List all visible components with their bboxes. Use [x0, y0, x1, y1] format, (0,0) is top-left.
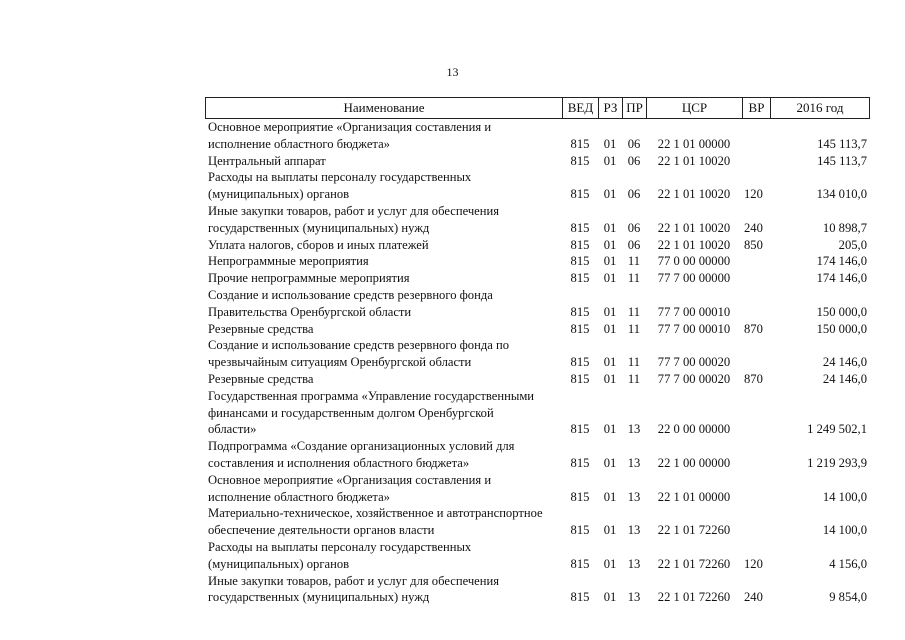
- row-pr: 06: [627, 220, 641, 235]
- row-ved: 815: [570, 254, 590, 269]
- row-csr: 22 1 01 00000: [657, 489, 731, 504]
- row-ved: 815: [570, 304, 590, 319]
- row-pr: 13: [627, 556, 641, 571]
- table-row: [205, 472, 870, 506]
- row-rz: 01: [603, 187, 617, 202]
- row-name: Резервные средства: [208, 371, 314, 386]
- table-row: [205, 270, 870, 287]
- row-amount: 9 854,0: [829, 590, 867, 605]
- row-name: Иные закупки товаров, работ и услуг для обеспечения государственных (муниципальных) нужд: [208, 573, 500, 605]
- row-amount: 174 146,0: [816, 254, 867, 269]
- row-csr: 77 7 00 00010: [657, 304, 731, 319]
- row-pr: 06: [627, 136, 641, 151]
- table-body: [205, 119, 870, 606]
- row-name: Непрограммные мероприятия: [208, 254, 369, 269]
- row-ved: 815: [570, 271, 590, 286]
- table-row: [205, 287, 870, 321]
- row-pr: 11: [627, 304, 641, 319]
- row-name: Расходы на выплаты персоналу государственных (муниципальных) органов: [208, 170, 472, 202]
- row-csr: 22 1 01 10020: [657, 237, 731, 252]
- row-rz: 01: [603, 321, 617, 336]
- row-pr: 06: [627, 153, 641, 168]
- row-vr: 120: [744, 187, 763, 202]
- row-csr: 77 7 00 00010: [657, 321, 731, 336]
- row-ved: 815: [570, 220, 590, 235]
- row-csr: 22 1 01 10020: [657, 220, 731, 235]
- row-vr: 870: [744, 321, 763, 336]
- row-rz: 01: [603, 556, 617, 571]
- row-ved: 815: [570, 321, 590, 336]
- row-name: Уплата налогов, сборов и иных платежей: [208, 237, 429, 252]
- row-amount: 4 156,0: [829, 556, 867, 571]
- table-row: [205, 388, 870, 438]
- row-rz: 01: [603, 136, 617, 151]
- row-name: Центральный аппарат: [208, 153, 326, 168]
- row-pr: 11: [627, 254, 641, 269]
- row-pr: 11: [627, 371, 641, 386]
- row-ved: 815: [570, 556, 590, 571]
- row-pr: 06: [627, 187, 641, 202]
- page-number: 13: [446, 65, 459, 79]
- header-rz: РЗ: [598, 98, 622, 118]
- table-row: [205, 321, 870, 338]
- table-row: [205, 505, 870, 539]
- row-csr: 77 7 00 00020: [657, 371, 731, 386]
- row-rz: 01: [603, 271, 617, 286]
- row-name: Иные закупки товаров, работ и услуг для обеспечения государственных (муниципальных) нужд: [208, 203, 500, 235]
- row-vr: 870: [744, 371, 763, 386]
- table-row: [205, 237, 870, 254]
- row-pr: 06: [627, 237, 641, 252]
- row-ved: 815: [570, 136, 590, 151]
- row-pr: 13: [627, 455, 641, 470]
- row-ved: 815: [570, 187, 590, 202]
- row-ved: 815: [570, 590, 590, 605]
- row-csr: 22 1 01 72260: [657, 590, 731, 605]
- header-year: 2016 год: [770, 98, 870, 118]
- table-row: [205, 438, 870, 472]
- row-csr: 22 1 00 00000: [657, 455, 731, 470]
- table-row: [205, 119, 870, 153]
- row-amount: 1 249 502,1: [807, 422, 867, 437]
- row-rz: 01: [603, 422, 617, 437]
- row-name: Государственная программа «Управление государственными финансами и государственным долгом Оренбургской области»: [208, 388, 535, 437]
- row-rz: 01: [603, 237, 617, 252]
- row-amount: 145 113,7: [817, 136, 867, 151]
- row-rz: 01: [603, 254, 617, 269]
- row-name: Материально-техническое, хозяйственное и автотранспортное обеспечение деятельности органов власти: [208, 506, 543, 538]
- header-name: Наименование: [205, 98, 562, 118]
- row-amount: 10 898,7: [822, 220, 867, 235]
- row-rz: 01: [603, 153, 617, 168]
- row-amount: 14 100,0: [822, 523, 867, 538]
- table-header: [205, 97, 870, 119]
- row-name: Подпрограмма «Создание организационных условий для составления и исполнения областного бюджета»: [208, 439, 515, 470]
- row-amount: 174 146,0: [816, 271, 867, 286]
- row-pr: 11: [627, 355, 641, 370]
- row-amount: 150 000,0: [816, 321, 867, 336]
- row-name: Основное мероприятие «Организация составления и исполнение областного бюджета»: [208, 472, 492, 504]
- row-csr: 22 1 01 72260: [657, 523, 731, 538]
- row-name: Создание и использование средств резервного фонда Правительства Оренбургской области: [208, 287, 493, 319]
- row-rz: 01: [603, 489, 617, 504]
- header-vr: ВР: [742, 98, 770, 118]
- row-csr: 22 1 01 10020: [657, 153, 731, 168]
- row-rz: 01: [603, 590, 617, 605]
- table-row: [205, 253, 870, 270]
- table-row: [205, 539, 870, 573]
- row-name: Основное мероприятие «Организация составления и исполнение областного бюджета»: [208, 120, 492, 151]
- row-name: Расходы на выплаты персоналу государственных (муниципальных) органов: [208, 539, 472, 571]
- row-ved: 815: [570, 237, 590, 252]
- row-rz: 01: [603, 523, 617, 538]
- row-name: Резервные средства: [208, 321, 314, 336]
- table-row: [205, 371, 870, 388]
- row-vr: 850: [744, 237, 763, 252]
- row-rz: 01: [603, 220, 617, 235]
- row-rz: 01: [603, 304, 617, 319]
- header-ved: ВЕД: [562, 98, 598, 118]
- row-csr: 77 7 00 00000: [657, 271, 731, 286]
- row-name: Прочие непрограммные мероприятия: [208, 271, 410, 286]
- row-ved: 815: [570, 371, 590, 386]
- row-vr: 240: [744, 220, 763, 235]
- row-rz: 01: [603, 455, 617, 470]
- table-row: [205, 169, 870, 203]
- row-csr: 22 1 01 72260: [657, 556, 731, 571]
- header-pr: ПР: [622, 98, 646, 118]
- row-ved: 815: [570, 422, 590, 437]
- row-ved: 815: [570, 455, 590, 470]
- row-amount: 1 219 293,9: [807, 455, 867, 470]
- row-vr: 120: [744, 556, 763, 571]
- row-csr: 77 0 00 00000: [657, 254, 731, 269]
- row-csr: 22 1 01 10020: [657, 187, 731, 202]
- row-csr: 22 1 01 00000: [657, 136, 731, 151]
- row-amount: 14 100,0: [822, 489, 867, 504]
- row-ved: 815: [570, 355, 590, 370]
- row-ved: 815: [570, 489, 590, 504]
- row-pr: 13: [627, 489, 641, 504]
- row-rz: 01: [603, 355, 617, 370]
- row-pr: 11: [627, 321, 641, 336]
- row-pr: 13: [627, 590, 641, 605]
- row-amount: 150 000,0: [816, 304, 867, 319]
- row-ved: 815: [570, 153, 590, 168]
- row-amount: 145 113,7: [817, 153, 867, 168]
- row-amount: 24 146,0: [822, 371, 867, 386]
- row-amount: 24 146,0: [822, 355, 867, 370]
- table-row: [205, 153, 870, 170]
- row-csr: 77 7 00 00020: [657, 355, 731, 370]
- row-rz: 01: [603, 371, 617, 386]
- table-row: [205, 337, 870, 371]
- header-csr: ЦСР: [646, 98, 742, 118]
- row-ved: 815: [570, 523, 590, 538]
- row-pr: 11: [627, 271, 641, 286]
- row-pr: 13: [627, 523, 641, 538]
- row-amount: 134 010,0: [816, 187, 867, 202]
- row-pr: 13: [627, 422, 641, 437]
- table-row: [205, 573, 870, 607]
- row-csr: 22 0 00 00000: [657, 422, 731, 437]
- row-name: Создание и использование средств резервного фонда по чрезвычайным ситуациям Оренбургской области: [208, 338, 510, 370]
- row-vr: 240: [744, 590, 763, 605]
- table-row: [205, 203, 870, 237]
- row-amount: 205,0: [838, 237, 867, 252]
